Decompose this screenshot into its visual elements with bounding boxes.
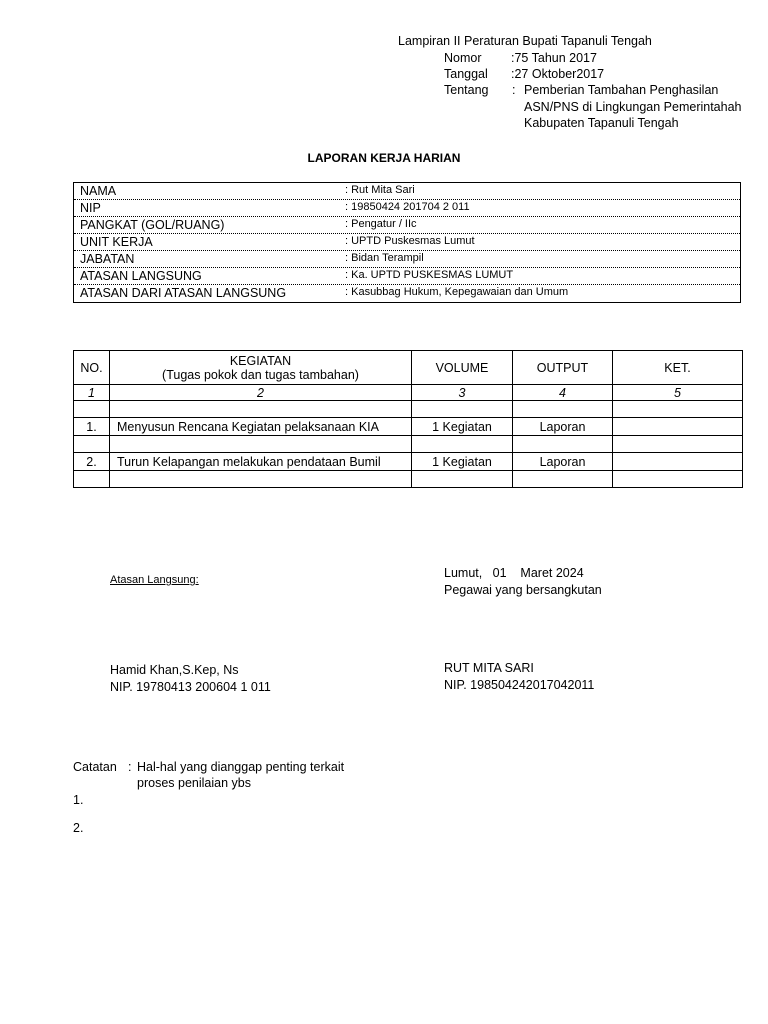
blank-cell bbox=[74, 471, 110, 488]
header-volume: VOLUME bbox=[412, 351, 513, 385]
notes-text-line1: Hal-hal yang dianggap penting terkait bbox=[137, 760, 345, 774]
appendix-tentang-label: Tentang bbox=[444, 83, 489, 97]
column-index: 5 bbox=[613, 385, 743, 401]
appendix-tentang-line1: Pemberian Tambahan Penghasilan bbox=[524, 83, 719, 97]
appendix-title: Lampiran II Peraturan Bupati Tapanuli Tengah bbox=[398, 34, 652, 48]
header-kegiatan-line2: (Tugas pokok dan tugas tambahan) bbox=[162, 367, 359, 382]
identity-label: PANGKAT (GOL/RUANG) bbox=[80, 218, 225, 232]
blank-row bbox=[74, 436, 743, 453]
row-output: Laporan bbox=[513, 418, 613, 436]
notes-item-2: 2. bbox=[73, 821, 84, 835]
blank-cell bbox=[110, 436, 412, 453]
signature-right-place-date: Lumut, 01 Maret 2024 bbox=[444, 566, 584, 580]
notes-item-1: 1. bbox=[73, 793, 84, 807]
identity-row-unit-kerja bbox=[74, 234, 740, 251]
blank-row bbox=[74, 471, 743, 488]
identity-row-nama bbox=[74, 183, 740, 200]
row-kegiatan: Turun Kelapangan melakukan pendataan Bumil bbox=[110, 453, 412, 471]
column-index: 3 bbox=[412, 385, 513, 401]
identity-value: : UPTD Puskesmas Lumut bbox=[345, 235, 475, 247]
table-row bbox=[74, 453, 743, 471]
signature-left-name: Hamid Khan,S.Kep, Ns bbox=[110, 663, 239, 677]
row-kegiatan: Menyusun Rencana Kegiatan pelaksanaan KIA bbox=[110, 418, 412, 436]
row-no: 1. bbox=[74, 418, 110, 436]
signature-right-title: Pegawai yang bersangkutan bbox=[444, 583, 602, 597]
column-index-row bbox=[74, 385, 743, 401]
row-ket bbox=[613, 418, 743, 436]
identity-label: NAMA bbox=[80, 184, 117, 198]
appendix-nomor-label: Nomor bbox=[444, 51, 482, 65]
row-no: 2. bbox=[74, 453, 110, 471]
blank-row bbox=[74, 401, 743, 418]
appendix-tentang-line3: Kabupaten Tapanuli Tengah bbox=[524, 116, 679, 130]
row-volume: 1 Kegiatan bbox=[412, 453, 513, 471]
notes-label: Catatan bbox=[73, 760, 117, 774]
row-volume: 1 Kegiatan bbox=[412, 418, 513, 436]
blank-cell bbox=[613, 436, 743, 453]
signature-left-title: Atasan Langsung: bbox=[110, 574, 199, 586]
blank-cell bbox=[412, 401, 513, 418]
header-kegiatan bbox=[110, 351, 412, 385]
blank-cell bbox=[513, 471, 613, 488]
signature-right-nip: NIP. 198504242017042011 bbox=[444, 678, 595, 692]
identity-value: : Kasubbag Hukum, Kepegawaian dan Umum bbox=[345, 286, 569, 298]
table-row bbox=[74, 418, 743, 436]
identity-row-atasan bbox=[74, 268, 740, 285]
signature-right-name: RUT MITA SARI bbox=[444, 661, 534, 675]
blank-cell bbox=[110, 401, 412, 418]
blank-cell bbox=[412, 436, 513, 453]
identity-value: : Bidan Terampil bbox=[345, 252, 424, 264]
notes-text-line2: proses penilaian ybs bbox=[137, 776, 251, 790]
column-index: 2 bbox=[110, 385, 412, 401]
identity-label: JABATAN bbox=[80, 252, 135, 266]
appendix-tanggal-value: :27 Oktober2017 bbox=[511, 67, 605, 81]
blank-cell bbox=[513, 436, 613, 453]
blank-cell bbox=[613, 471, 743, 488]
identity-row-atasan-dari-atasan bbox=[74, 285, 740, 302]
column-index: 4 bbox=[513, 385, 613, 401]
header-ket: KET. bbox=[613, 351, 743, 385]
blank-cell bbox=[613, 401, 743, 418]
blank-cell bbox=[412, 471, 513, 488]
appendix-tentang-colon: : bbox=[512, 83, 516, 97]
blank-cell bbox=[513, 401, 613, 418]
identity-table bbox=[73, 182, 741, 303]
identity-label: ATASAN DARI ATASAN LANGSUNG bbox=[80, 286, 287, 300]
activity-header-row bbox=[74, 351, 743, 385]
header-output: OUTPUT bbox=[513, 351, 613, 385]
activity-table bbox=[73, 350, 743, 488]
identity-row-pangkat bbox=[74, 217, 740, 234]
column-index: 1 bbox=[74, 385, 110, 401]
blank-cell bbox=[74, 436, 110, 453]
identity-value: : Pengatur / IIc bbox=[345, 218, 417, 230]
blank-cell bbox=[74, 401, 110, 418]
identity-row-jabatan bbox=[74, 251, 740, 268]
identity-label: NIP bbox=[80, 201, 101, 215]
identity-value: : Rut Mita Sari bbox=[345, 184, 415, 196]
header-kegiatan-line1: KEGIATAN bbox=[229, 353, 292, 368]
identity-label: ATASAN LANGSUNG bbox=[80, 269, 202, 283]
identity-label: UNIT KERJA bbox=[80, 235, 153, 249]
document-title: LAPORAN KERJA HARIAN bbox=[307, 151, 461, 165]
signature-left-nip: NIP. 19780413 200604 1 011 bbox=[110, 680, 271, 694]
identity-value: : Ka. UPTD PUSKESMAS LUMUT bbox=[345, 269, 514, 281]
header-no: NO. bbox=[74, 351, 110, 385]
row-output: Laporan bbox=[513, 453, 613, 471]
appendix-nomor-value: :75 Tahun 2017 bbox=[511, 51, 597, 65]
row-ket bbox=[613, 453, 743, 471]
identity-row-nip bbox=[74, 200, 740, 217]
appendix-tanggal-label: Tanggal bbox=[444, 67, 488, 81]
appendix-tentang-line2: ASN/PNS di Lingkungan Pemerintahah bbox=[524, 100, 742, 114]
blank-cell bbox=[110, 471, 412, 488]
notes-colon: : bbox=[128, 760, 132, 774]
identity-value: : 19850424 201704 2 011 bbox=[345, 201, 470, 213]
